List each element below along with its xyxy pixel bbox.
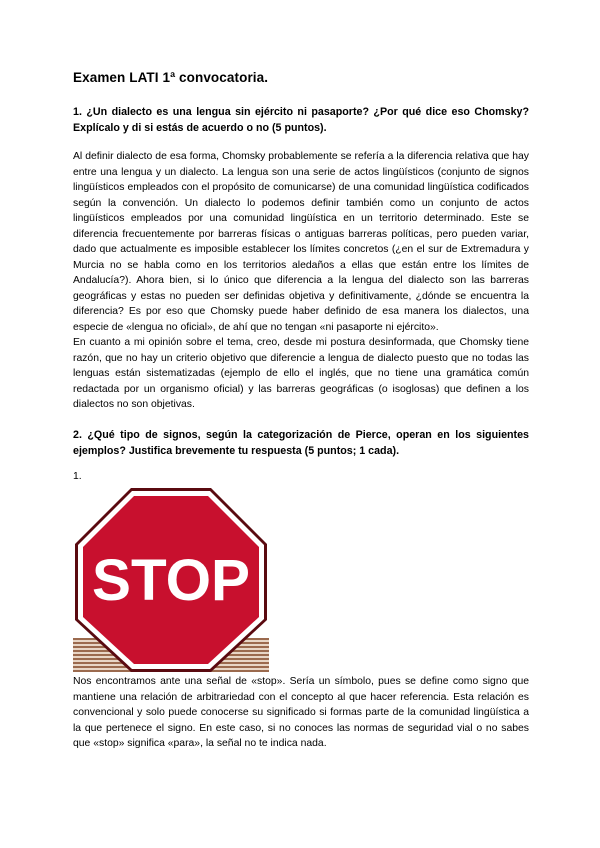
- exam-title: Examen LATI 1ª convocatoria.: [73, 70, 269, 85]
- sign-text: STOP: [92, 548, 250, 613]
- stop-sign-image: [73, 486, 269, 672]
- answer-1-paragraph-2: En cuanto a mi opinión sobre el tema, creo, desde mi postura desinformada, que Chomsky tiene razón, que no hay un criterio objetivo que diferencie a lengua de dialecto puesto que no todas las lenguas están sistematizadas (ejemplo de ello el inglés, que no tiene una gramática común redactada por un organismo oficial) y las barreras geográficas (o isoglosas) que definen a los dialectos no son objetivas.: [73, 337, 529, 410]
- question-1: 1. ¿Un dialecto es una lengua sin ejército ni pasaporte? ¿Por qué dice eso Chomsky? Explícalo y di si estás de acuerdo o no (5 puntos).: [73, 106, 529, 134]
- answer-1-paragraph-1: Al definir dialecto de esa forma, Chomsky probablemente se refería a la diferencia relativa que hay entre una lengua y un dialecto. La lengua son una serie de actos lingüísticos (conjunto de signos lingüísticos empleados con el propósito de comunicarse) de una comunidad lingüística codificados según la convención. Un dialecto lo podemos definir también como un conjunto de actos lingüísticos empleados por una comunidad lingüística en un territorio determinado. Este se diferencia frecuentemente por barreras físicas o antiguas barreras políticas, pero pueden variar, dado que actualmente es imposible establecer los límites concretos (¿en el sur de Extremadura y Murcia no se habla como en los territorios aledaños a ellas que están entre los límites de Andalucía?). Ahora bien, si lo único que diferencia a la lengua del dialecto son las barreras geográficas y estas no pueden ser definidas objetiva y definitivamente, ¿dónde se encuentra la diferencia? Es por eso que Chomsky puede haber definido de esa manera los dialectos, una especie de «lengua no oficial», de ahí que no tengan «ni pasaporte ni ejército».: [73, 151, 529, 333]
- item-number: 1.: [73, 471, 82, 482]
- question-2: 2. ¿Qué tipo de signos, según la categorización de Pierce, operan en los siguientes ejemplos? Justifica brevemente tu respuesta (5 puntos; 1 cada).: [73, 429, 529, 457]
- answer-2-paragraph-1: Nos encontramos ante una señal de «stop». Sería un símbolo, pues se define como signo que mantiene una relación de arbitrariedad con el concepto al que hacer referencia. Esta relación es convencional y solo puede conocerse su significado si formas parte de la comunidad lingüística a la que pertenece el signo. En este caso, si no conoces las normas de seguridad vial o no sabes que «stop» significa «para», la señal no te indica nada.: [73, 676, 529, 749]
